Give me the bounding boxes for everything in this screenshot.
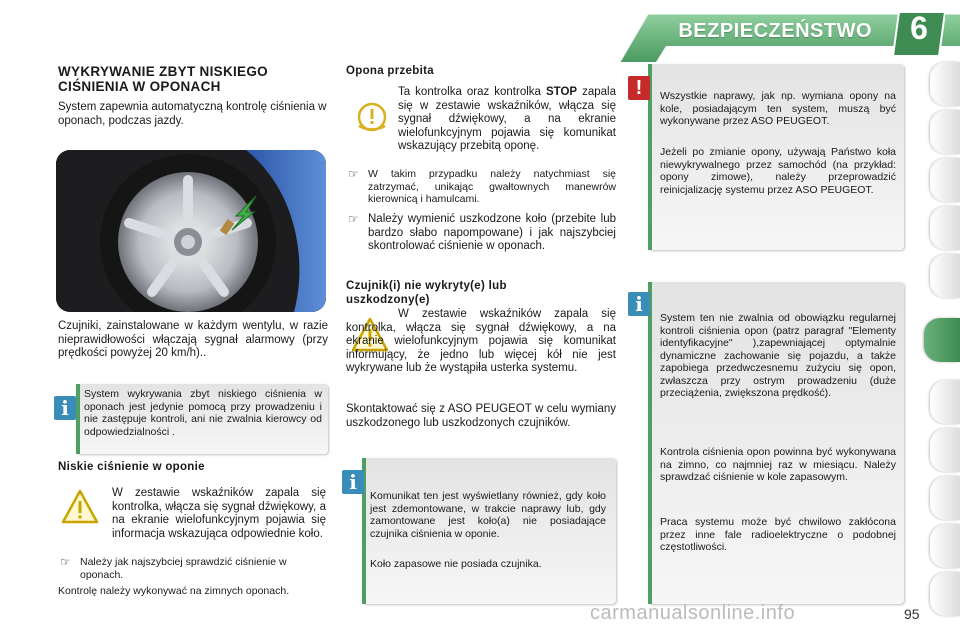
page-header-title: BEZPIECZEŃSTWO xyxy=(678,20,872,42)
tyre-valve-photo xyxy=(56,150,326,312)
info-note-text: System wykrywania zbyt niskiego ciśnienia w oponach jest jedynie pomocą przy prowadzeniu i nie zastępuje kontroli, ani nie zwalnia kierowcy od odpowiedzialności . xyxy=(84,388,322,438)
bullet-hand-icon: ☞ xyxy=(348,212,359,226)
note-accent-bar xyxy=(648,282,652,604)
low-pressure-title: Niskie ciśnienie w oponie xyxy=(58,461,205,473)
sensor-fault-text: W zestawie wskaźników zapala się kontrolka, włącza się sygnał dźwiękowy, a na ekranie wielofunkcyjnym pojawia się komunikat informujący, że jedno lub więcej kół nie jest wykrywane lub że wystąpiła usterka systemu. xyxy=(346,308,616,374)
chapter-tab-2[interactable] xyxy=(930,110,960,154)
chapter-tab-7[interactable] xyxy=(930,380,960,424)
chapter-tab-4[interactable] xyxy=(930,206,960,250)
middle-note-text-1: Komunikat ten jest wyświetlany również, gdy koło jest zdemontowane, w trakcie naprawy lub, gdy zamontowane jest koło(a) nie posiadające czujnika ciśnienia w oponie. xyxy=(370,490,606,540)
watermark: carmanualsonline.info xyxy=(590,602,796,624)
page-number: 95 xyxy=(904,606,920,622)
chapter-tab-5[interactable] xyxy=(930,254,960,298)
sensor-fault-title: Czujnik(i) nie wykryty(e) lub uszkodzony(e) xyxy=(346,280,507,306)
chapter-tab-11[interactable] xyxy=(930,572,960,616)
chapter-tab-1[interactable] xyxy=(930,62,960,106)
intro-text: System zapewnia automatyczną kontrolę ciśnienia w oponach, podczas jazdy. xyxy=(58,101,327,127)
info-icon: i xyxy=(342,470,364,494)
chapter-tab-9[interactable] xyxy=(930,476,960,520)
flat-tyre-text xyxy=(398,86,616,154)
flat-tyre-text-part2: zapala się w zestawie wskaźników, włącza się sygnał dźwiękowy, a na ekranie wielofunkcyjnym pojawia się komunikat wskazujący przebitą oponę. xyxy=(398,86,616,152)
right-info-text-3: Praca systemu może być chwilowo zakłócona przez inne fale radioelektryczne o podobnej częstotliwości. xyxy=(660,516,896,553)
warning-triangle-icon xyxy=(60,488,100,526)
flat-tyre-title: Opona przebita xyxy=(346,65,434,77)
flat-tyre-bullet-1: W takim przypadku należy natychmiast się zatrzymać, unikając gwałtownych manewrów kierownicą i hamulcami. xyxy=(368,168,616,205)
info-icon: i xyxy=(628,292,650,316)
cold-tyres-text: Kontrolę należy wykonywać na zimnych oponach. xyxy=(58,585,290,597)
bullet-hand-icon: ☞ xyxy=(60,555,71,569)
low-pressure-text: W zestawie wskaźników zapala się kontrolka, włącza się sygnał dźwiękowy, a na ekranie wielofunkcyjnym pojawia się informacja wskazująca odpowiednie koło. xyxy=(112,487,326,540)
bullet-hand-icon: ☞ xyxy=(348,167,359,181)
sensor-fault-text-2: Skontaktować się z ASO PEUGEOT w celu wymiany uszkodzonego lub uszkodzonych czujników. xyxy=(346,403,616,429)
chapter-tab-8[interactable] xyxy=(930,428,960,472)
low-pressure-bullet: Należy jak najszybciej sprawdzić ciśnienie w oponach. xyxy=(80,556,287,581)
flat-tyre-warning-icon xyxy=(350,98,394,136)
warning-text-1: Wszystkie naprawy, jak np. wymiana opony na kole, posiadającym ten system, muszą być wykonywane przez ASO PEUGEOT. xyxy=(660,90,896,127)
info-icon: i xyxy=(54,396,76,420)
warning-text-2: Jeżeli po zmianie opony, używają Państwo koła niewykrywalnego przez samochód (na przykład: opony zimowe), należy przeprowadzić reinicjalizację systemu przez ASO PEUGEOT. xyxy=(660,146,896,196)
chapter-tab-10[interactable] xyxy=(930,524,960,568)
middle-note-text-2: Koło zapasowe nie posiada czujnika. xyxy=(370,558,542,570)
section-title: WYKRYWANIE ZBYT NISKIEGO CIŚNIENIA W OPONACH xyxy=(58,64,268,94)
chapter-number: 6 xyxy=(910,10,928,46)
note-accent-bar xyxy=(76,384,80,454)
warning-exclamation-icon: ! xyxy=(628,76,650,100)
right-info-text-1: System ten nie zwalnia od obowiązku regularnej kontroli ciśnienia opon (patrz paragraf "Elementy identyfikacyjne" ),zapewniającej optymalnie dynamiczne zachowanie się pojazdu, a także zapobiega przedwczesnemu zużyciu się opon, zwłaszcza przy ostrym prowadzeniu (duże przeciążenia, zwiększona prędkość). xyxy=(660,312,896,399)
sensors-text: Czujniki, zainstalowane w każdym wentylu, w razie nieprawidłowości włączają sygnał alarmowy (przy prędkości powyżej 20 km/h).. xyxy=(58,320,328,359)
chapter-tab-3[interactable] xyxy=(930,158,960,202)
stop-label: STOP xyxy=(545,86,578,98)
flat-tyre-bullet-2: Należy wymienić uszkodzone koło (przebite lub bardzo słabo napompowane) i jak najszybciej skontrolować ciśnienie w oponach. xyxy=(368,213,616,252)
flat-tyre-text-part1: Ta kontrolka oraz kontrolka xyxy=(398,86,546,98)
right-info-text-2: Kontrola ciśnienia opon powinna być wykonywana na zimno, co najmniej raz w miesiącu. Należy sprawdzać ciśnienie w kole zapasowym. xyxy=(660,446,896,483)
chapter-tab-6-active[interactable] xyxy=(924,318,960,362)
